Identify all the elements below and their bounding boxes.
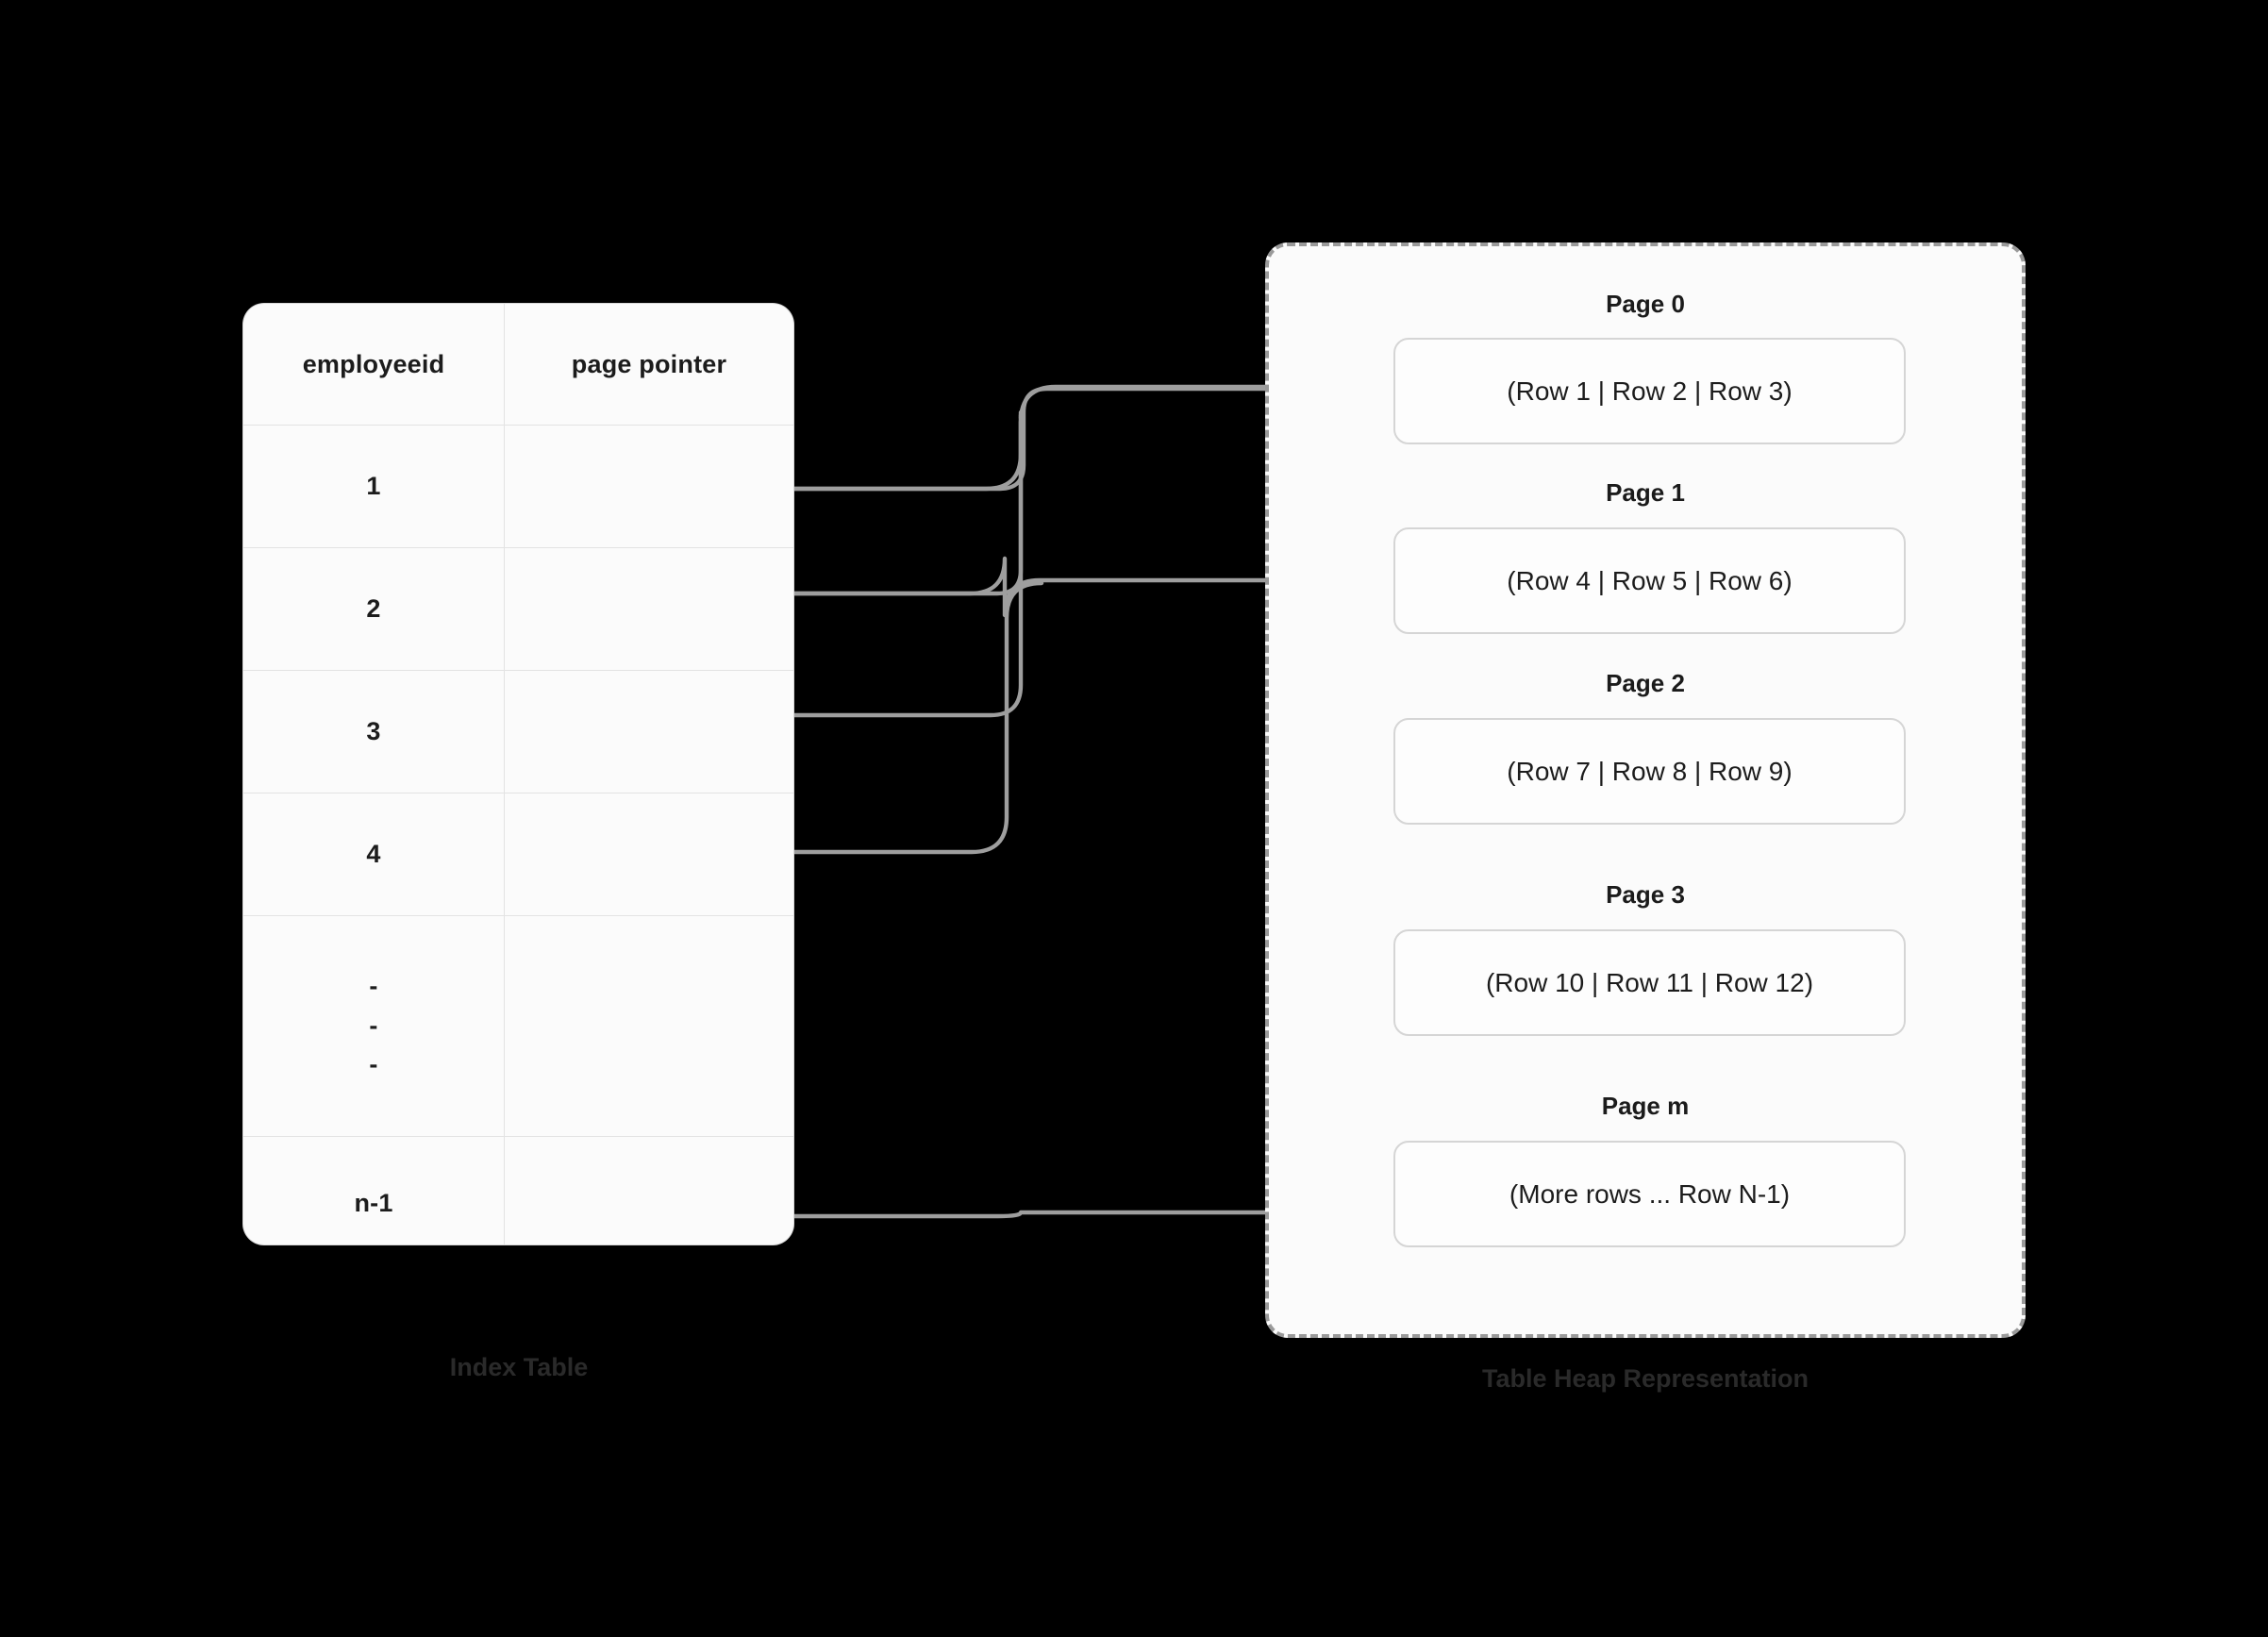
page-box-1: (Row 4 | Row 5 | Row 6) bbox=[1393, 527, 1906, 634]
cell-page-pointer bbox=[505, 426, 793, 547]
table-row bbox=[243, 793, 793, 916]
cell-employeeid: 1 bbox=[243, 426, 505, 547]
cell-employeeid: 4 bbox=[243, 793, 505, 915]
page-box-m: (More rows ... Row N-1) bbox=[1393, 1141, 1906, 1247]
cell-page-pointer bbox=[505, 916, 793, 1136]
page-title-0: Page 0 bbox=[1606, 290, 1685, 318]
table-row bbox=[243, 671, 793, 793]
connector-row2-seg2 bbox=[1021, 392, 1044, 415]
caption-index-table: Index Table bbox=[449, 1353, 589, 1381]
table-row bbox=[243, 1137, 793, 1244]
table-row-ellipsis bbox=[243, 916, 793, 1137]
ellipsis-mark: - bbox=[369, 1050, 378, 1079]
column-header-employeeid: employeeid bbox=[243, 304, 505, 425]
cell-page-pointer bbox=[505, 548, 793, 670]
column-header-page-pointer: page pointer bbox=[571, 349, 727, 378]
page-box-3: (Row 10 | Row 11 | Row 12) bbox=[1393, 929, 1906, 1036]
page-box-2: (Row 7 | Row 8 | Row 9) bbox=[1393, 718, 1906, 825]
cell-employeeid: n-1 bbox=[243, 1137, 505, 1244]
page-title-1: Page 1 bbox=[1606, 478, 1685, 507]
page-title-m: Page m bbox=[1601, 1092, 1690, 1120]
ellipsis-mark: - bbox=[369, 1011, 378, 1040]
cell-page-pointer bbox=[505, 671, 793, 793]
page-title-3: Page 3 bbox=[1606, 880, 1685, 909]
page-box-0: (Row 1 | Row 2 | Row 3) bbox=[1393, 338, 1906, 444]
cell-employeeid: 2 bbox=[243, 548, 505, 670]
table-row bbox=[243, 548, 793, 671]
cell-employeeid-ellipsis bbox=[243, 916, 505, 1136]
cell-page-pointer bbox=[505, 1137, 793, 1244]
cell-employeeid: 3 bbox=[243, 671, 505, 793]
table-heap-container bbox=[1265, 242, 2026, 1338]
index-table-header-row bbox=[243, 304, 793, 426]
page-title-2: Page 2 bbox=[1606, 669, 1685, 697]
cell-page-pointer bbox=[505, 793, 793, 915]
ellipsis-mark: - bbox=[369, 971, 378, 1000]
caption-table-heap: Table Heap Representation bbox=[1481, 1364, 1809, 1393]
index-table bbox=[243, 304, 793, 1244]
table-row bbox=[243, 426, 793, 548]
